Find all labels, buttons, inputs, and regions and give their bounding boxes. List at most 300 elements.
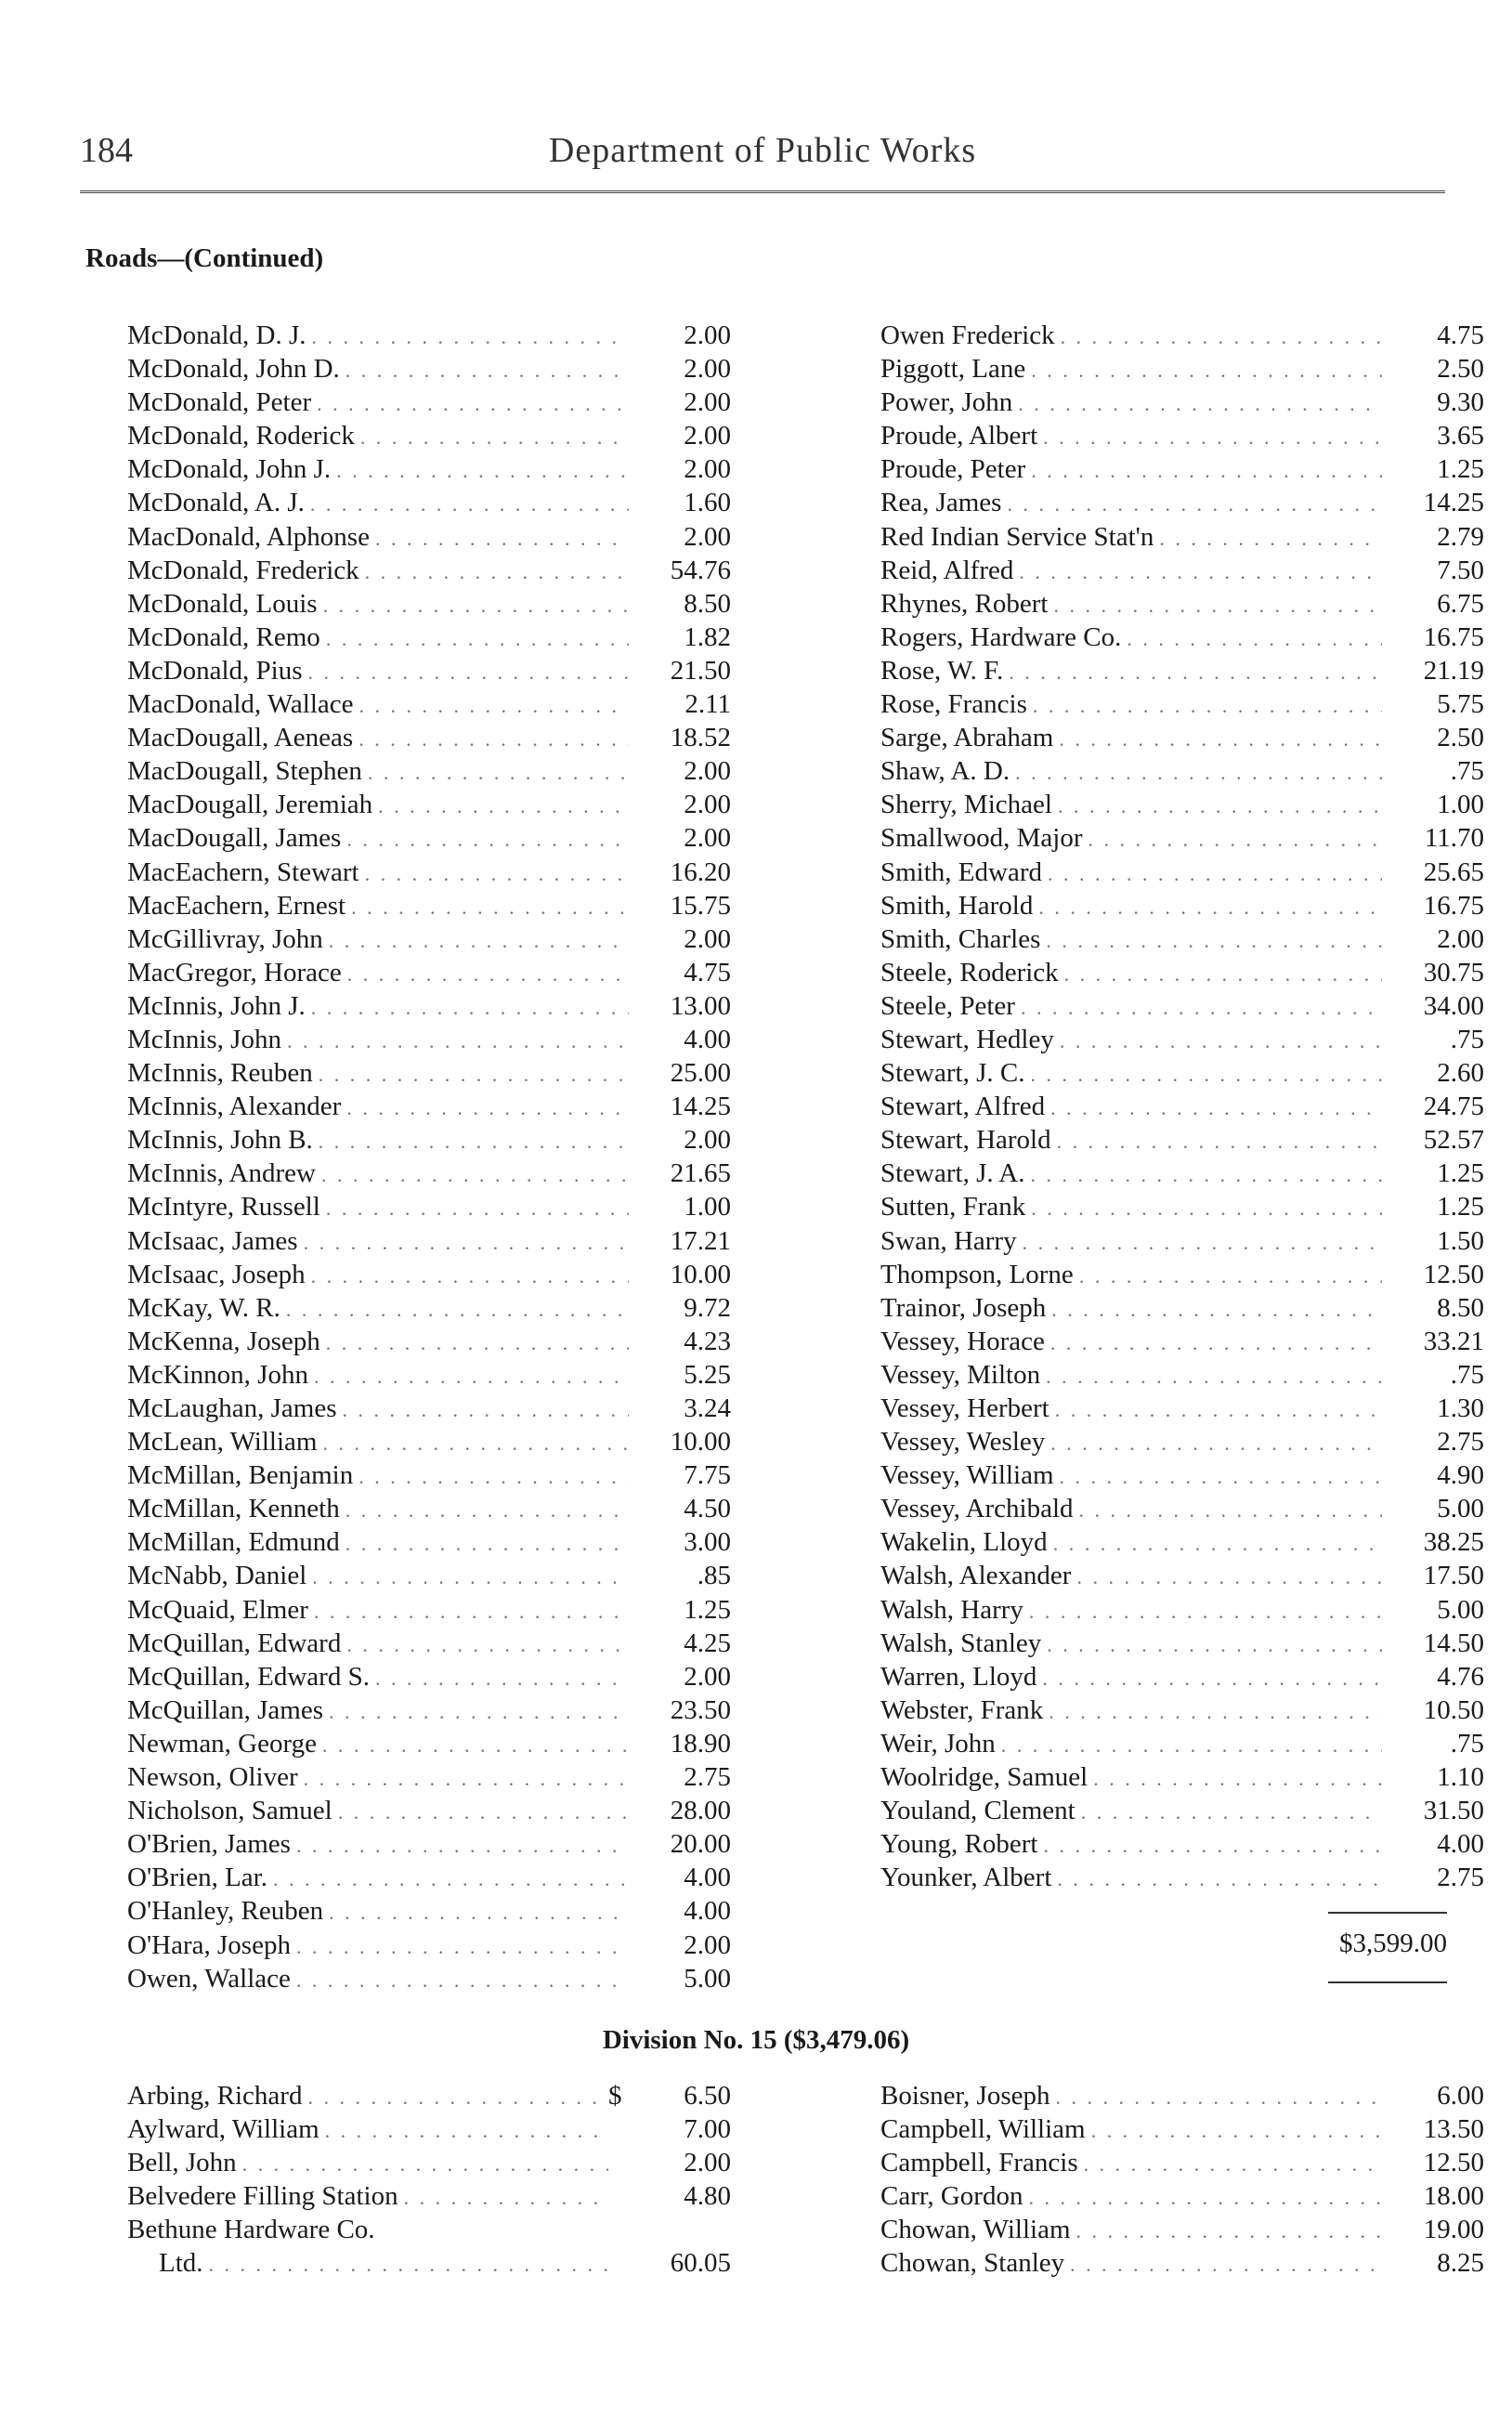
entry-name: Youland, Clement	[880, 1796, 1075, 1826]
entry-name: McInnis, Alexander	[127, 1092, 342, 1122]
entry-name: McDonald, A. J.	[127, 488, 305, 518]
leader-dots	[340, 359, 629, 383]
entry-name: Walsh, Alexander	[880, 1561, 1072, 1591]
list-item	[880, 421, 1484, 454]
entry-amount: 14.50	[1423, 1628, 1484, 1658]
entry-name: Vessey, Horace	[880, 1326, 1045, 1356]
entry-name: MacDougall, Jeremiah	[127, 790, 373, 820]
entry-amount: 4.75	[684, 957, 731, 987]
entry-name: Reid, Alfred	[880, 555, 1014, 585]
leader-dots	[306, 996, 629, 1020]
leader-dots	[267, 1867, 629, 1891]
entry-amount: 2.11	[684, 689, 731, 720]
entry-name: Rhynes, Robert	[880, 588, 1049, 619]
entry-name: McGillivray, John	[127, 923, 323, 954]
entry-name: Chowan, Stanley	[880, 2248, 1065, 2279]
leader-dots	[353, 1465, 629, 1489]
leader-dots	[370, 1667, 629, 1691]
list-item	[127, 790, 731, 823]
leader-dots	[1064, 2253, 1382, 2277]
list-item	[880, 1025, 1484, 1058]
entry-amount: 18.52	[670, 723, 731, 753]
leader-dots	[306, 325, 629, 349]
leader-dots	[323, 1901, 629, 1925]
list-item	[880, 689, 1484, 723]
entry-amount: 4.00	[1437, 1829, 1484, 1860]
entry-name: O'Hanley, Reuben	[127, 1896, 324, 1927]
entry-amount: 14.25	[670, 1092, 731, 1122]
leader-dots	[1010, 761, 1382, 785]
entry-amount: 4.25	[684, 1628, 731, 1658]
leader-dots	[291, 1935, 629, 1959]
entry-amount: 31.50	[1423, 1796, 1484, 1826]
entry-amount: 2.00	[684, 521, 731, 552]
entry-name: McDonald, Pius	[127, 655, 303, 686]
list-item	[127, 656, 731, 689]
section-heading: Roads—(Continued)	[85, 243, 324, 273]
entry-amount: 16.20	[670, 856, 731, 887]
leader-dots	[298, 1767, 629, 1791]
entry-amount: 2.00	[1437, 923, 1484, 954]
page-number: 184	[80, 131, 133, 170]
entry-amount: 2.00	[684, 454, 731, 485]
list-item	[127, 1025, 731, 1058]
leader-dots	[1088, 1767, 1382, 1791]
entry-name: McInnis, Andrew	[127, 1158, 316, 1189]
entry-amount: 8.50	[684, 588, 731, 619]
list-item	[880, 958, 1484, 991]
entry-name: McIntyre, Russell	[127, 1192, 320, 1223]
leader-dots	[353, 727, 629, 752]
entry-name: McMillan, Edmund	[127, 1527, 340, 1558]
entry-amount: 2.50	[1437, 723, 1484, 753]
leader-dots	[1083, 828, 1383, 852]
entry-name: Chowan, William	[880, 2215, 1071, 2245]
leader-dots	[342, 962, 629, 987]
list-item	[880, 1192, 1484, 1225]
entry-name: Piggott, Lane	[880, 354, 1026, 385]
entry-amount: 4.00	[684, 1024, 731, 1054]
entry-amount: 16.75	[1423, 621, 1484, 652]
leader-dots	[313, 1063, 629, 1087]
entry-amount: 38.25	[1423, 1527, 1484, 1558]
entry-name: Steele, Peter	[880, 990, 1015, 1021]
list-item	[880, 790, 1484, 823]
leader-dots	[1003, 660, 1382, 685]
leader-dots	[316, 1163, 629, 1187]
leader-dots	[1053, 727, 1382, 752]
list-item	[880, 1327, 1484, 1360]
entry-name: McIsaac, Joseph	[127, 1259, 306, 1289]
list-item	[127, 1628, 731, 1662]
entry-name: McDonald, Louis	[127, 588, 318, 619]
leader-dots	[1054, 1465, 1382, 1489]
list-item	[127, 1058, 731, 1092]
entry-name: Nicholson, Samuel	[127, 1796, 332, 1826]
leader-dots	[1078, 2152, 1382, 2177]
entry-amount: 10.00	[670, 1259, 731, 1289]
list-item	[880, 556, 1484, 589]
entry-name: Warren, Lloyd	[880, 1661, 1037, 1692]
leader-dots	[345, 896, 629, 920]
leader-dots	[1033, 896, 1382, 920]
entry-name: Proude, Albert	[880, 421, 1038, 451]
entry-amount: 2.75	[684, 1762, 731, 1793]
list-item	[127, 689, 731, 723]
entry-name: Rogers, Hardware Co.	[880, 621, 1122, 652]
entry-amount: 25.65	[1423, 856, 1484, 887]
entry-name: McKinnon, John	[127, 1359, 308, 1390]
leader-dots	[1074, 1264, 1382, 1288]
entry-name: McKay, W. R.	[127, 1292, 280, 1323]
entry-amount: 17.21	[670, 1225, 731, 1256]
entry-name: Vessey, Archibald	[880, 1494, 1074, 1524]
entry-name: Boisner, Joseph	[880, 2081, 1050, 2111]
leader-dots	[1017, 1231, 1382, 1255]
entry-amount: 13.50	[1423, 2114, 1484, 2145]
entry-amount: 19.00	[1423, 2215, 1484, 2245]
leader-dots	[1023, 2186, 1382, 2210]
entry-name: McQuillan, Edward S.	[127, 1661, 370, 1692]
entry-amount: 1.00	[1437, 790, 1484, 820]
entry-amount: 2.00	[684, 790, 731, 820]
entry-name: Walsh, Harry	[880, 1594, 1023, 1625]
entry-amount: 23.50	[670, 1694, 731, 1725]
list-item	[127, 1293, 731, 1327]
leader-dots	[1037, 1834, 1382, 1858]
leader-dots	[332, 1800, 629, 1824]
list-item	[127, 2181, 731, 2215]
list-item	[880, 1662, 1484, 1695]
entry-name: Ltd.	[159, 2248, 203, 2279]
entry-name: Bethune Hardware Co.	[127, 2215, 375, 2245]
entry-amount: 4.00	[684, 1896, 731, 1927]
entry-amount: 2.75	[1437, 1427, 1484, 1458]
entry-amount: 5.00	[1437, 1594, 1484, 1625]
entry-name: MacDougall, James	[127, 823, 342, 854]
leader-dots	[306, 1565, 629, 1589]
entry-amount: 25.00	[670, 1058, 731, 1089]
leader-dots	[1037, 425, 1382, 450]
list-item	[127, 1729, 731, 1762]
list-item	[880, 1829, 1484, 1863]
list-item	[880, 1595, 1484, 1628]
leader-dots	[323, 1700, 629, 1724]
list-item	[880, 924, 1484, 958]
leader-dots	[298, 1231, 629, 1255]
entry-name: MacDonald, Alphonse	[127, 521, 370, 552]
entry-amount: 1.82	[684, 621, 731, 652]
entry-amount: 6.50	[684, 2081, 731, 2111]
list-item	[127, 1829, 731, 1863]
list-item	[880, 656, 1484, 689]
leader-dots	[1024, 1163, 1382, 1187]
entry-name: Vessey, William	[880, 1460, 1054, 1491]
entry-name: Walsh, Stanley	[880, 1628, 1042, 1658]
leader-dots	[323, 929, 629, 953]
leader-dots	[1051, 1867, 1382, 1891]
leader-dots	[1001, 492, 1382, 516]
leader-dots	[1059, 962, 1382, 987]
list-item	[880, 723, 1484, 756]
list-item	[127, 1360, 731, 1393]
entry-amount: 1.25	[1437, 1192, 1484, 1223]
list-item	[880, 1628, 1484, 1662]
entry-amount: 3.24	[684, 1393, 731, 1423]
list-item	[880, 1427, 1484, 1460]
leader-dots	[317, 1733, 629, 1758]
entry-name: Webster, Frank	[880, 1694, 1044, 1725]
list-item	[127, 823, 731, 856]
entry-name: Red Indian Service Stat'n	[880, 521, 1154, 552]
entry-amount: 15.75	[670, 890, 731, 921]
list-item	[127, 2248, 731, 2282]
entry-name: Stewart, Hedley	[880, 1024, 1054, 1054]
entry-amount: .75	[1450, 1728, 1484, 1759]
leader-dots	[1048, 594, 1382, 618]
list-item	[880, 1695, 1484, 1729]
entry-amount: 6.00	[1437, 2081, 1484, 2111]
entry-amount: 2.00	[684, 923, 731, 954]
leader-dots	[372, 794, 629, 818]
entry-amount: 2.00	[684, 823, 731, 854]
leader-dots	[1024, 1063, 1382, 1087]
entry-amount: 4.76	[1437, 1661, 1484, 1692]
total-amount: $3,599.00	[1339, 1929, 1447, 1958]
list-item	[880, 320, 1484, 354]
list-item	[127, 1695, 731, 1729]
entry-amount: 4.90	[1437, 1460, 1484, 1491]
leader-dots	[203, 2253, 608, 2277]
entry-amount: 4.23	[684, 1326, 731, 1356]
entry-name: O'Hara, Joseph	[127, 1929, 291, 1960]
list-item	[880, 622, 1484, 656]
entry-name: McKenna, Joseph	[127, 1326, 320, 1356]
entry-name: Rose, Francis	[880, 689, 1027, 720]
entry-name: McQuillan, Edward	[127, 1628, 342, 1658]
leader-dots	[1075, 1800, 1382, 1824]
entry-amount: 18.00	[1423, 2181, 1484, 2212]
leader-dots	[1025, 359, 1382, 383]
leader-dots	[1042, 862, 1382, 886]
entry-amount: 60.05	[670, 2248, 731, 2279]
entry-amount: 1.30	[1437, 1393, 1484, 1423]
entry-amount: 4.00	[684, 1863, 731, 1893]
entry-amount: 13.00	[670, 990, 731, 1021]
leader-dots	[308, 1365, 629, 1389]
entry-amount: 9.30	[1437, 387, 1484, 418]
list-item	[880, 1360, 1484, 1393]
division-left-column	[127, 2081, 731, 2282]
list-item	[880, 1158, 1484, 1192]
entry-name: Sutten, Frank	[880, 1192, 1026, 1223]
entry-name: McMillan, Kenneth	[127, 1494, 340, 1524]
list-item	[127, 556, 731, 589]
entry-amount: 11.70	[1424, 823, 1484, 854]
entry-name: Power, John	[880, 387, 1013, 418]
list-item	[880, 1293, 1484, 1327]
leader-dots	[320, 627, 629, 651]
list-item	[127, 1260, 731, 1293]
leader-dots	[320, 1331, 629, 1355]
list-item	[127, 891, 731, 924]
entry-name: McDonald, D. J.	[127, 320, 306, 350]
leader-dots	[1051, 1130, 1382, 1154]
list-item	[127, 1327, 731, 1360]
leader-dots	[1048, 1532, 1382, 1556]
entry-amount: 2.50	[1437, 354, 1484, 385]
list-item	[880, 823, 1484, 856]
running-title: Department of Public Works	[548, 131, 977, 170]
entry-amount: 2.00	[684, 1125, 731, 1156]
list-item	[127, 1460, 731, 1494]
entry-name: Proude, Peter	[880, 454, 1026, 485]
entry-amount: 3.00	[684, 1527, 731, 1558]
entry-amount: 12.50	[1423, 1259, 1484, 1289]
list-item	[127, 2114, 731, 2148]
entry-amount: 7.00	[684, 2114, 731, 2145]
leader-dots	[1041, 1633, 1382, 1657]
entry-amount: 2.00	[684, 756, 731, 787]
list-item	[880, 1796, 1484, 1829]
list-item	[880, 756, 1484, 790]
leader-dots	[291, 1968, 629, 1993]
leader-dots	[320, 1196, 629, 1221]
leader-dots	[308, 1600, 629, 1624]
list-item	[127, 991, 731, 1025]
list-item	[127, 354, 731, 387]
list-item	[127, 1125, 731, 1158]
entry-amount: 14.25	[1423, 488, 1484, 518]
entry-name: Vessey, Milton	[880, 1359, 1041, 1390]
entry-amount: .75	[1450, 1359, 1484, 1390]
leader-dots	[1027, 694, 1382, 718]
entry-amount: 18.90	[670, 1728, 731, 1759]
leader-dots	[1040, 1365, 1382, 1389]
entry-amount: 1.50	[1437, 1225, 1484, 1256]
list-item	[127, 387, 731, 421]
entry-amount: 2.00	[684, 2148, 731, 2178]
entry-name: Weir, John	[880, 1728, 996, 1759]
entry-name: Bell, John	[127, 2148, 237, 2178]
leader-dots	[340, 1498, 629, 1523]
entry-name: Vessey, Wesley	[880, 1427, 1046, 1458]
entry-name: McMillan, Benjamin	[127, 1460, 354, 1491]
list-item	[880, 1729, 1484, 1762]
list-item	[127, 756, 731, 790]
entry-amount: 21.50	[670, 655, 731, 686]
leader-dots	[313, 1130, 629, 1154]
leader-dots	[354, 694, 629, 718]
leader-dots	[1071, 1565, 1382, 1589]
list-item	[880, 522, 1484, 556]
leader-dots	[1036, 1667, 1382, 1691]
entry-name: Young, Robert	[880, 1829, 1038, 1860]
list-item	[127, 454, 731, 488]
entry-amount: 16.75	[1423, 890, 1484, 921]
leader-dots	[280, 1298, 629, 1322]
entry-name: McDonald, Roderick	[127, 421, 355, 451]
list-item	[127, 958, 731, 991]
list-item	[127, 1494, 731, 1527]
leader-dots	[318, 594, 629, 618]
leader-dots	[340, 1532, 629, 1556]
entry-amount: 2.00	[684, 1929, 731, 1960]
list-item	[880, 1494, 1484, 1527]
entry-name: McLean, William	[127, 1427, 318, 1458]
entry-name: McLaughan, James	[127, 1393, 337, 1423]
leader-dots	[398, 2186, 608, 2210]
entry-amount: 21.19	[1423, 655, 1484, 686]
leader-dots	[1023, 1600, 1382, 1624]
entry-name: Aylward, William	[127, 2114, 319, 2145]
list-item	[127, 1896, 731, 1929]
leader-dots	[996, 1733, 1382, 1758]
list-item	[880, 2215, 1484, 2248]
entry-name: Owen, Wallace	[127, 1963, 291, 1994]
entry-name: MacDonald, Wallace	[127, 689, 354, 720]
leader-dots	[1049, 1398, 1382, 1422]
entry-name: O'Brien, Lar.	[127, 1863, 267, 1893]
list-item	[880, 1260, 1484, 1293]
list-item	[880, 2081, 1484, 2114]
list-item	[127, 1796, 731, 1829]
leader-dots	[355, 425, 629, 450]
entry-name: Woolridge, Samuel	[880, 1762, 1088, 1793]
leader-dots	[1086, 2119, 1382, 2143]
entry-name: Stewart, J. A.	[880, 1158, 1025, 1189]
list-item	[127, 1930, 731, 1964]
list-item	[880, 589, 1484, 622]
entry-amount: 12.50	[1423, 2148, 1484, 2178]
list-item	[127, 2215, 731, 2248]
list-item	[127, 1427, 731, 1460]
entry-amount: 4.50	[684, 1494, 731, 1524]
leader-dots	[341, 1633, 629, 1657]
list-item	[127, 857, 731, 891]
list-item	[127, 2081, 731, 2114]
entry-amount: 10.50	[1423, 1694, 1484, 1725]
list-item	[880, 2114, 1484, 2148]
entry-amount: 17.50	[1423, 1561, 1484, 1591]
list-item	[880, 1863, 1484, 1896]
list-item	[127, 723, 731, 756]
entry-name: Vessey, Herbert	[880, 1393, 1049, 1423]
list-item	[127, 2148, 731, 2181]
leader-dots	[291, 1834, 629, 1858]
list-item	[880, 454, 1484, 488]
leader-dots	[359, 862, 629, 886]
entry-amount: 2.75	[1437, 1863, 1484, 1893]
entry-amount: .85	[697, 1561, 731, 1591]
list-item	[880, 1125, 1484, 1158]
total-rule-bottom	[1328, 1981, 1447, 1983]
entry-name: MacDougall, Stephen	[127, 756, 362, 787]
entry-name: MacGregor, Horace	[127, 957, 342, 987]
list-item	[127, 924, 731, 958]
leader-dots	[331, 459, 629, 483]
entry-name: McDonald, John D.	[127, 354, 340, 385]
list-item	[880, 1393, 1484, 1427]
leader-dots	[341, 1096, 629, 1120]
right-column	[880, 320, 1484, 1896]
leader-dots	[1074, 1498, 1382, 1523]
entry-name: McDonald, Remo	[127, 621, 320, 652]
leader-dots	[337, 1398, 630, 1422]
entry-amount: 1.10	[1437, 1762, 1484, 1793]
entry-name: MacEachern, Stewart	[127, 856, 359, 887]
entry-amount: .75	[1450, 1024, 1484, 1054]
